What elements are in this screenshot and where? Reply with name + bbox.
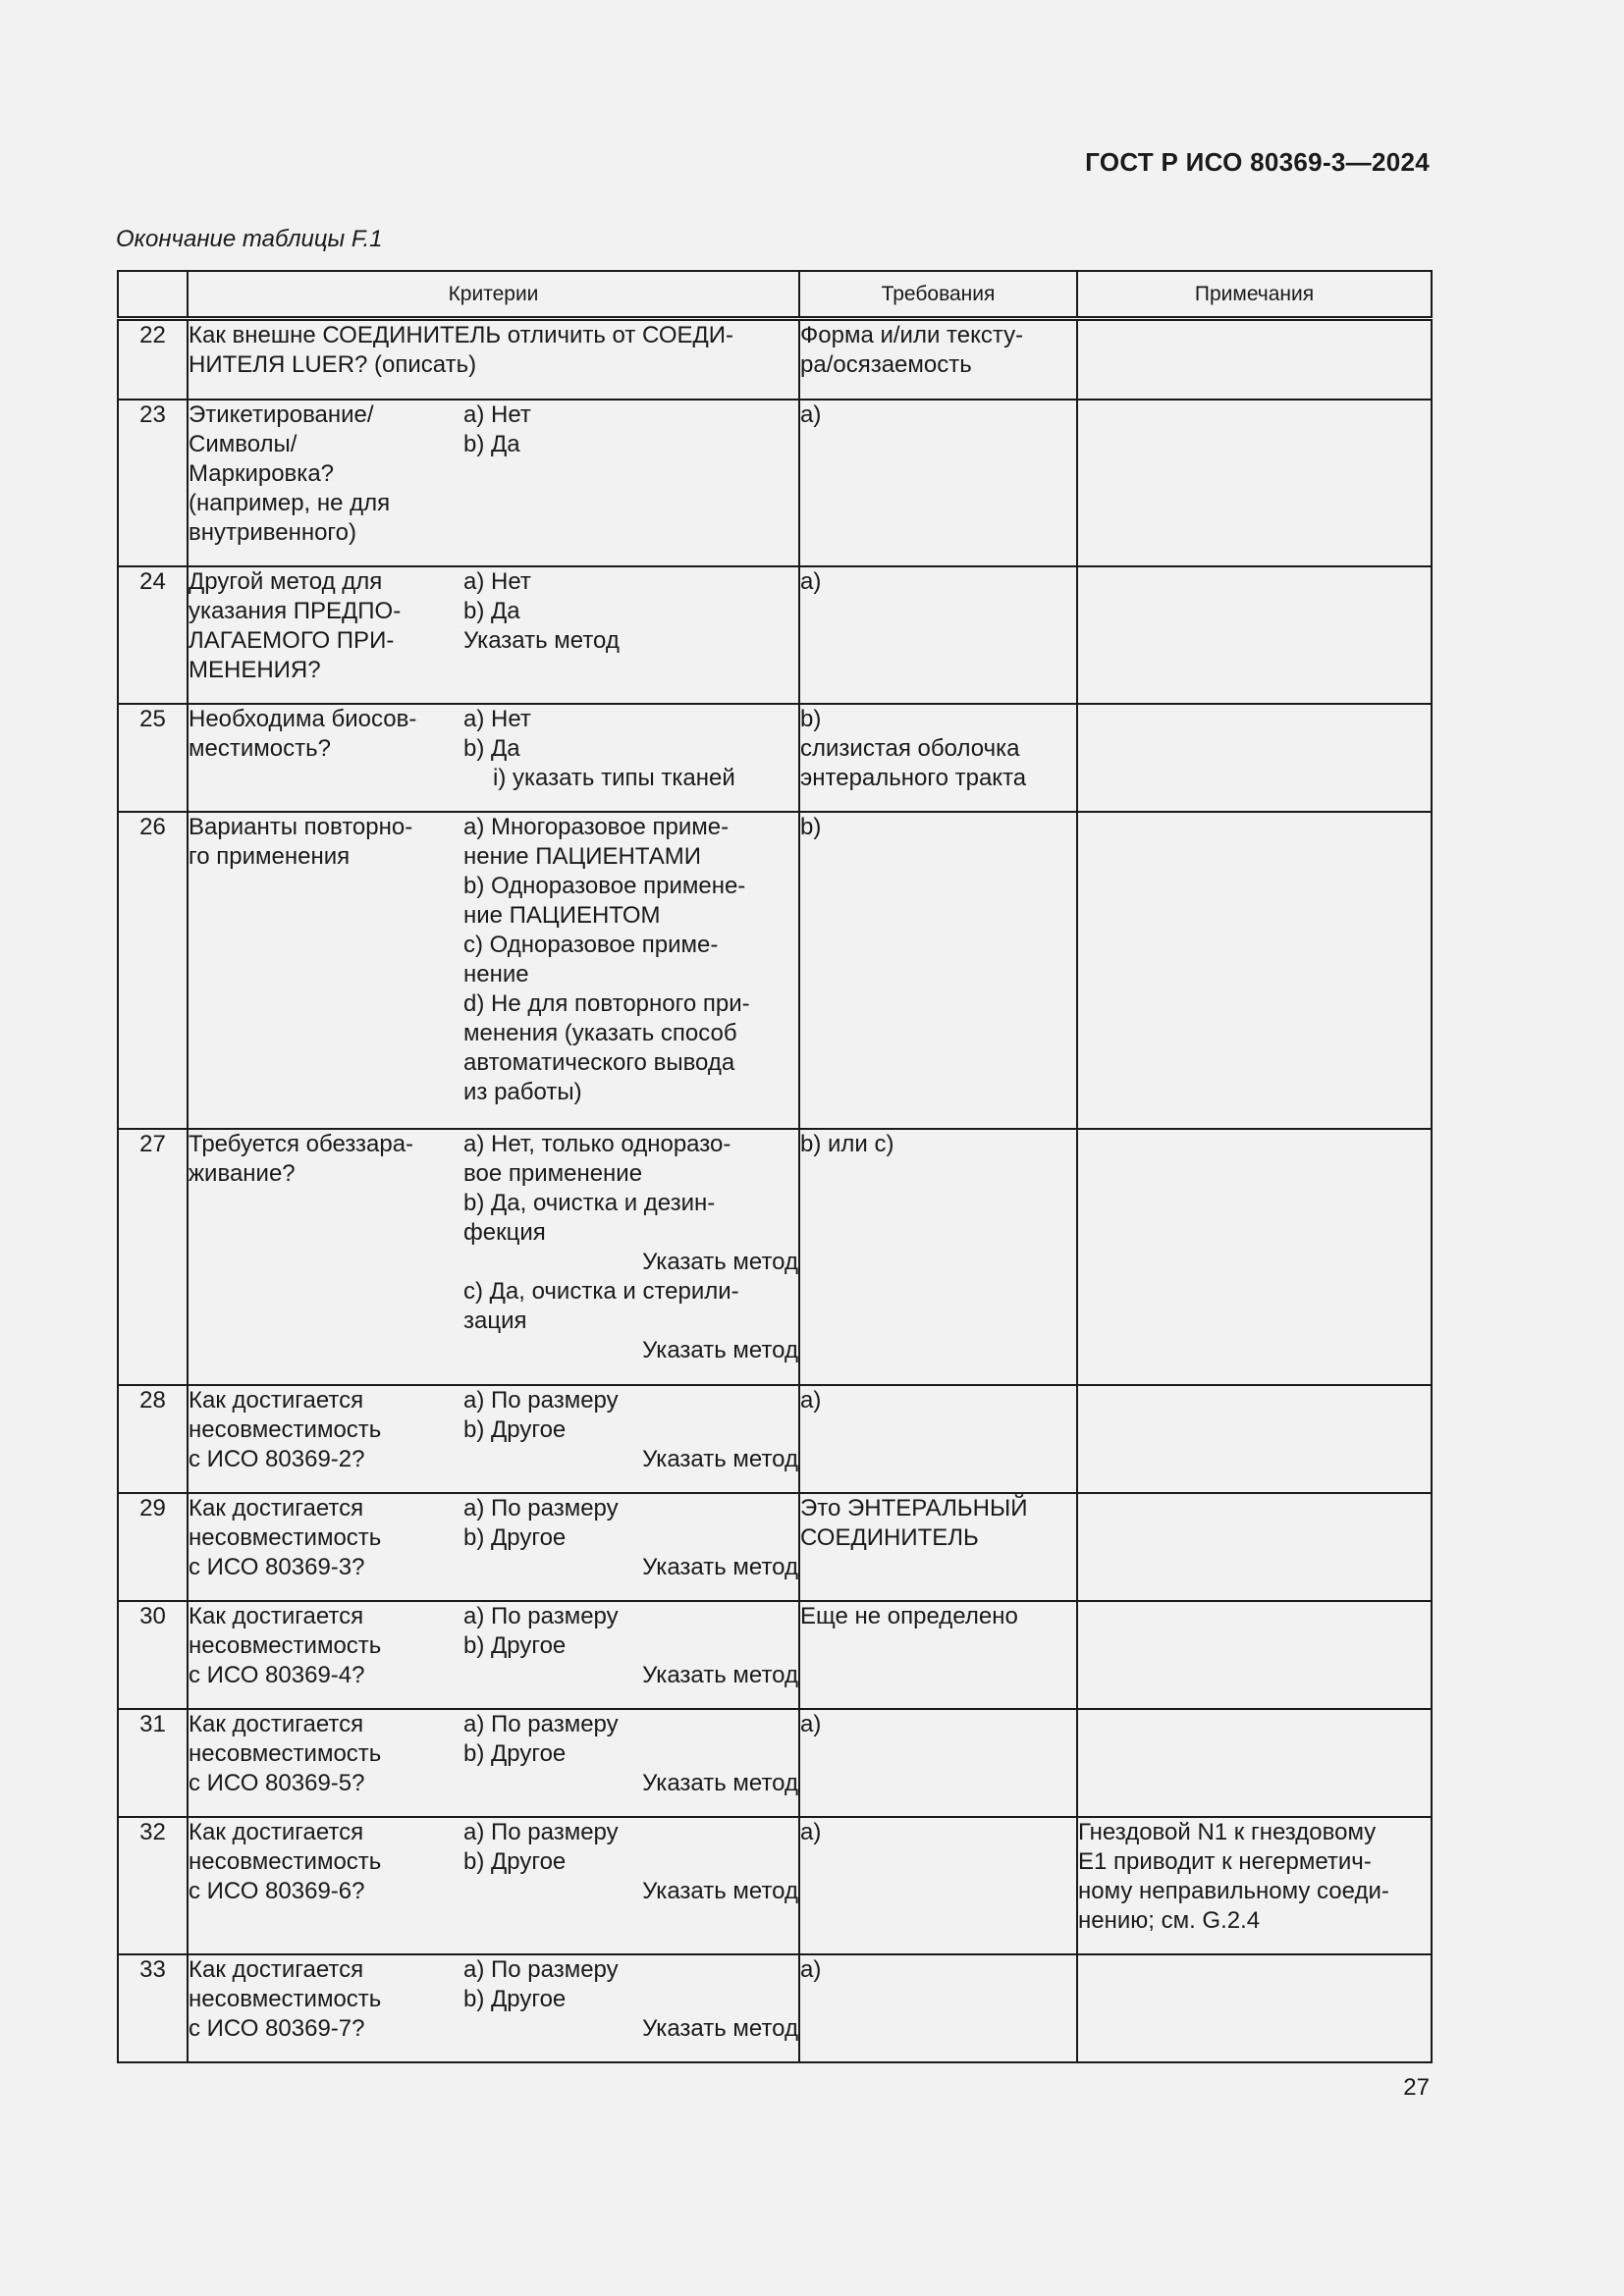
note-cell (1077, 1709, 1432, 1817)
table-row (118, 1129, 1432, 1385)
note-cell (1077, 812, 1432, 1129)
header-criteria: Критерии (188, 271, 799, 319)
row-number: 31 (118, 1709, 188, 1817)
question-line: несовместимость (189, 1523, 382, 1551)
requirement-line: a) (800, 400, 822, 428)
question-line: с ИСО 80369-2? (189, 1445, 365, 1472)
option-line: a) Нет (463, 705, 531, 732)
option-line: Указать метод (642, 1336, 798, 1363)
option-line: b) Другое (463, 1631, 567, 1659)
row-number: 29 (118, 1493, 188, 1601)
option-line: d) Не для повторного при- (463, 989, 750, 1017)
option-line: a) Нет, только одноразо- (463, 1130, 731, 1157)
option-line: менения (указать способ (463, 1019, 737, 1046)
option-line: фекция (463, 1218, 546, 1246)
option-line: a) Нет (463, 400, 531, 428)
question-line: с ИСО 80369-4? (189, 1661, 365, 1688)
option-line: вое применение (463, 1159, 643, 1187)
question-line: ЛАГАЕМОГО ПРИ- (189, 626, 395, 654)
criteria-question (189, 400, 463, 548)
criteria-options (463, 400, 798, 548)
row-number: 27 (118, 1129, 188, 1385)
question-line: несовместимость (189, 1847, 382, 1875)
requirement-line: b) (800, 705, 822, 732)
requirement-line: СОЕДИНИТЕЛЬ (800, 1523, 979, 1551)
requirement-cell (799, 812, 1077, 1129)
note-cell (1077, 1129, 1432, 1385)
option-line: нение (463, 960, 529, 988)
option-line: Указать метод (642, 1248, 798, 1275)
requirement-line: слизистая оболочка (800, 734, 1020, 762)
criteria-options (463, 1955, 798, 2044)
option-line: c) Да, очистка и стерили- (463, 1277, 739, 1305)
criteria-cell (188, 1601, 799, 1709)
note-cell (1077, 400, 1432, 566)
note-line: E1 приводит к негерметич- (1078, 1847, 1372, 1875)
note-cell (1077, 566, 1432, 704)
option-line: a) По размеру (463, 1955, 619, 1983)
option-line: b) Да, очистка и дезин- (463, 1189, 716, 1216)
note-cell (1077, 1817, 1432, 1954)
table-row (118, 704, 1432, 812)
criteria-cell (188, 319, 799, 400)
criteria-options (463, 1386, 798, 1474)
option-line: b) Другое (463, 1847, 567, 1875)
table-row (118, 1817, 1432, 1954)
criteria-question (189, 1386, 463, 1474)
page-number: 27 (1403, 2074, 1430, 2101)
question-line: (например, не для (189, 489, 391, 516)
option-line: c) Одноразовое приме- (463, 931, 719, 958)
requirement-cell (799, 1954, 1077, 2062)
note-line: нению; см. G.2.4 (1078, 1906, 1261, 1934)
question-line: Необходима биосов- (189, 705, 417, 732)
requirement-cell (799, 319, 1077, 400)
option-line: a) По размеру (463, 1710, 619, 1737)
criteria-question (189, 1710, 463, 1798)
question-line: живание? (189, 1159, 296, 1187)
question-line: Как достигается (189, 1818, 364, 1845)
criteria-cell (188, 1954, 799, 2062)
question-line: местимость? (189, 734, 331, 762)
option-line: Указать метод (642, 1661, 798, 1688)
option-line: b) Другое (463, 1985, 567, 2012)
criteria-options (463, 567, 798, 685)
requirement-line: Это ЭНТЕРАЛЬНЫЙ (800, 1494, 1028, 1522)
option-line: автоматического вывода (463, 1048, 735, 1076)
requirement-line: a) (800, 567, 822, 595)
option-line: a) По размеру (463, 1386, 619, 1414)
table-caption: Окончание таблицы F.1 (116, 226, 383, 252)
criteria-question (189, 1818, 463, 1906)
question-line: Символы/ (189, 430, 298, 457)
criteria-options (463, 1494, 798, 1582)
requirement-line: b) или c) (800, 1130, 894, 1157)
option-line: a) Многоразовое приме- (463, 813, 730, 840)
criteria-cell (188, 1493, 799, 1601)
option-line: Указать метод (642, 1769, 798, 1796)
option-line: Указать метод (642, 1553, 798, 1580)
question-line: Как достигается (189, 1494, 364, 1522)
note-cell (1077, 1954, 1432, 2062)
row-number: 28 (118, 1385, 188, 1493)
criteria-table (117, 270, 1433, 2063)
criteria-cell (188, 1817, 799, 1954)
requirement-line: a) (800, 1710, 822, 1737)
row-number: 23 (118, 400, 188, 566)
question-line: с ИСО 80369-7? (189, 2014, 365, 2042)
criteria-options (463, 1602, 798, 1690)
option-line: i) указать типы тканей (493, 764, 735, 791)
question-line: внутривенного) (189, 518, 356, 546)
criteria-options (463, 813, 798, 1107)
question-line: Требуется обеззара- (189, 1130, 414, 1157)
criteria-question (189, 1130, 463, 1365)
criteria-question (189, 1602, 463, 1690)
table-row (118, 566, 1432, 704)
table-row (118, 319, 1432, 400)
option-line: a) Нет (463, 567, 531, 595)
criteria-options (463, 1818, 798, 1906)
row-number: 26 (118, 812, 188, 1129)
question-line: указания ПРЕДПО- (189, 597, 402, 624)
criteria-cell (188, 566, 799, 704)
header-requirements: Требования (799, 271, 1077, 319)
question-line: несовместимость (189, 1985, 382, 2012)
question-line: Этикетирование/ (189, 400, 374, 428)
table-row (118, 812, 1432, 1129)
requirement-cell (799, 1493, 1077, 1601)
row-number: 32 (118, 1817, 188, 1954)
criteria-cell (188, 1129, 799, 1385)
table-row (118, 1954, 1432, 2062)
option-line: Указать метод (642, 1877, 798, 1904)
requirement-line: энтерального тракта (800, 764, 1027, 791)
option-line: из работы) (463, 1078, 582, 1105)
option-line: b) Другое (463, 1739, 567, 1767)
option-line: ние ПАЦИЕНТОМ (463, 901, 661, 929)
requirement-line: Еще не определено (800, 1602, 1018, 1629)
document-id: ГОСТ Р ИСО 80369-3—2024 (1085, 147, 1430, 177)
question-line: Другой метод для (189, 567, 383, 595)
requirement-line: ра/осязаемость (800, 351, 972, 378)
note-line: Гнездовой N1 к гнездовому (1078, 1818, 1377, 1845)
criteria-question (189, 705, 463, 793)
requirement-line: Форма и/или тексту- (800, 322, 1024, 348)
requirement-cell (799, 566, 1077, 704)
option-line: b) Да (463, 597, 520, 624)
option-line: b) Да (463, 430, 520, 457)
table-row (118, 400, 1432, 566)
table-header-row (118, 271, 1432, 319)
question-line: Как достигается (189, 1602, 364, 1629)
option-line: a) По размеру (463, 1818, 619, 1845)
requirement-line: a) (800, 1818, 822, 1845)
criteria-options (463, 705, 798, 793)
header-notes: Примечания (1077, 271, 1432, 319)
option-line: b) Другое (463, 1523, 567, 1551)
option-line: Указать метод (642, 2014, 798, 2042)
question-line: Как достигается (189, 1710, 364, 1737)
requirement-cell (799, 1129, 1077, 1385)
option-line: a) По размеру (463, 1602, 619, 1629)
requirement-line: a) (800, 1386, 822, 1414)
requirement-cell (799, 1601, 1077, 1709)
question-line: с ИСО 80369-3? (189, 1553, 365, 1580)
table-row (118, 1601, 1432, 1709)
table-body (118, 319, 1432, 2062)
question-line: Как достигается (189, 1955, 364, 1983)
requirement-cell (799, 1709, 1077, 1817)
requirement-line: b) (800, 813, 822, 840)
row-number: 22 (118, 319, 188, 400)
table-row (118, 1385, 1432, 1493)
option-line: b) Да (463, 734, 520, 762)
criteria-options (463, 1130, 798, 1365)
criteria-cell (188, 1385, 799, 1493)
note-cell (1077, 319, 1432, 400)
row-number: 30 (118, 1601, 188, 1709)
option-line: b) Другое (463, 1415, 567, 1443)
criteria-cell (188, 812, 799, 1129)
question-line: МЕНЕНИЯ? (189, 656, 321, 683)
requirement-cell (799, 704, 1077, 812)
option-line: Указать метод (642, 1445, 798, 1472)
criteria-question (189, 813, 463, 1107)
criteria-question (189, 567, 463, 685)
question-line: несовместимость (189, 1415, 382, 1443)
row-number: 24 (118, 566, 188, 704)
note-cell (1077, 1601, 1432, 1709)
question-line: с ИСО 80369-6? (189, 1877, 365, 1904)
question-line: НИТЕЛЯ LUER? (описать) (189, 351, 477, 378)
option-line: нение ПАЦИЕНТАМИ (463, 842, 701, 870)
criteria-question (189, 1494, 463, 1582)
question-line: го применения (189, 842, 351, 870)
note-cell (1077, 704, 1432, 812)
question-line: Как достигается (189, 1386, 364, 1414)
criteria-cell (188, 400, 799, 566)
question-line: несовместимость (189, 1631, 382, 1659)
requirement-cell (799, 400, 1077, 566)
option-line: зация (463, 1307, 527, 1334)
requirement-cell (799, 1385, 1077, 1493)
table-row (118, 1493, 1432, 1601)
criteria-question (189, 1955, 463, 2044)
requirement-line: a) (800, 1955, 822, 1983)
option-line: Указать метод (463, 626, 620, 654)
option-line: a) По размеру (463, 1494, 619, 1522)
row-number: 25 (118, 704, 188, 812)
criteria-cell (188, 1709, 799, 1817)
note-line: ному неправильному соеди- (1078, 1877, 1389, 1904)
criteria-cell (188, 704, 799, 812)
question-line: Маркировка? (189, 459, 335, 487)
note-cell (1077, 1385, 1432, 1493)
table-row (118, 1709, 1432, 1817)
question-line: Как внешне СОЕДИНИТЕЛЬ отличить от СОЕДИ- (189, 322, 733, 348)
option-line: b) Одноразовое примене- (463, 872, 746, 899)
question-line: с ИСО 80369-5? (189, 1769, 365, 1796)
question-line: несовместимость (189, 1739, 382, 1767)
note-cell (1077, 1493, 1432, 1601)
question-line: Варианты повторно- (189, 813, 413, 840)
requirement-cell (799, 1817, 1077, 1954)
header-num-cell (118, 271, 188, 319)
criteria-options (463, 1710, 798, 1798)
row-number: 33 (118, 1954, 188, 2062)
